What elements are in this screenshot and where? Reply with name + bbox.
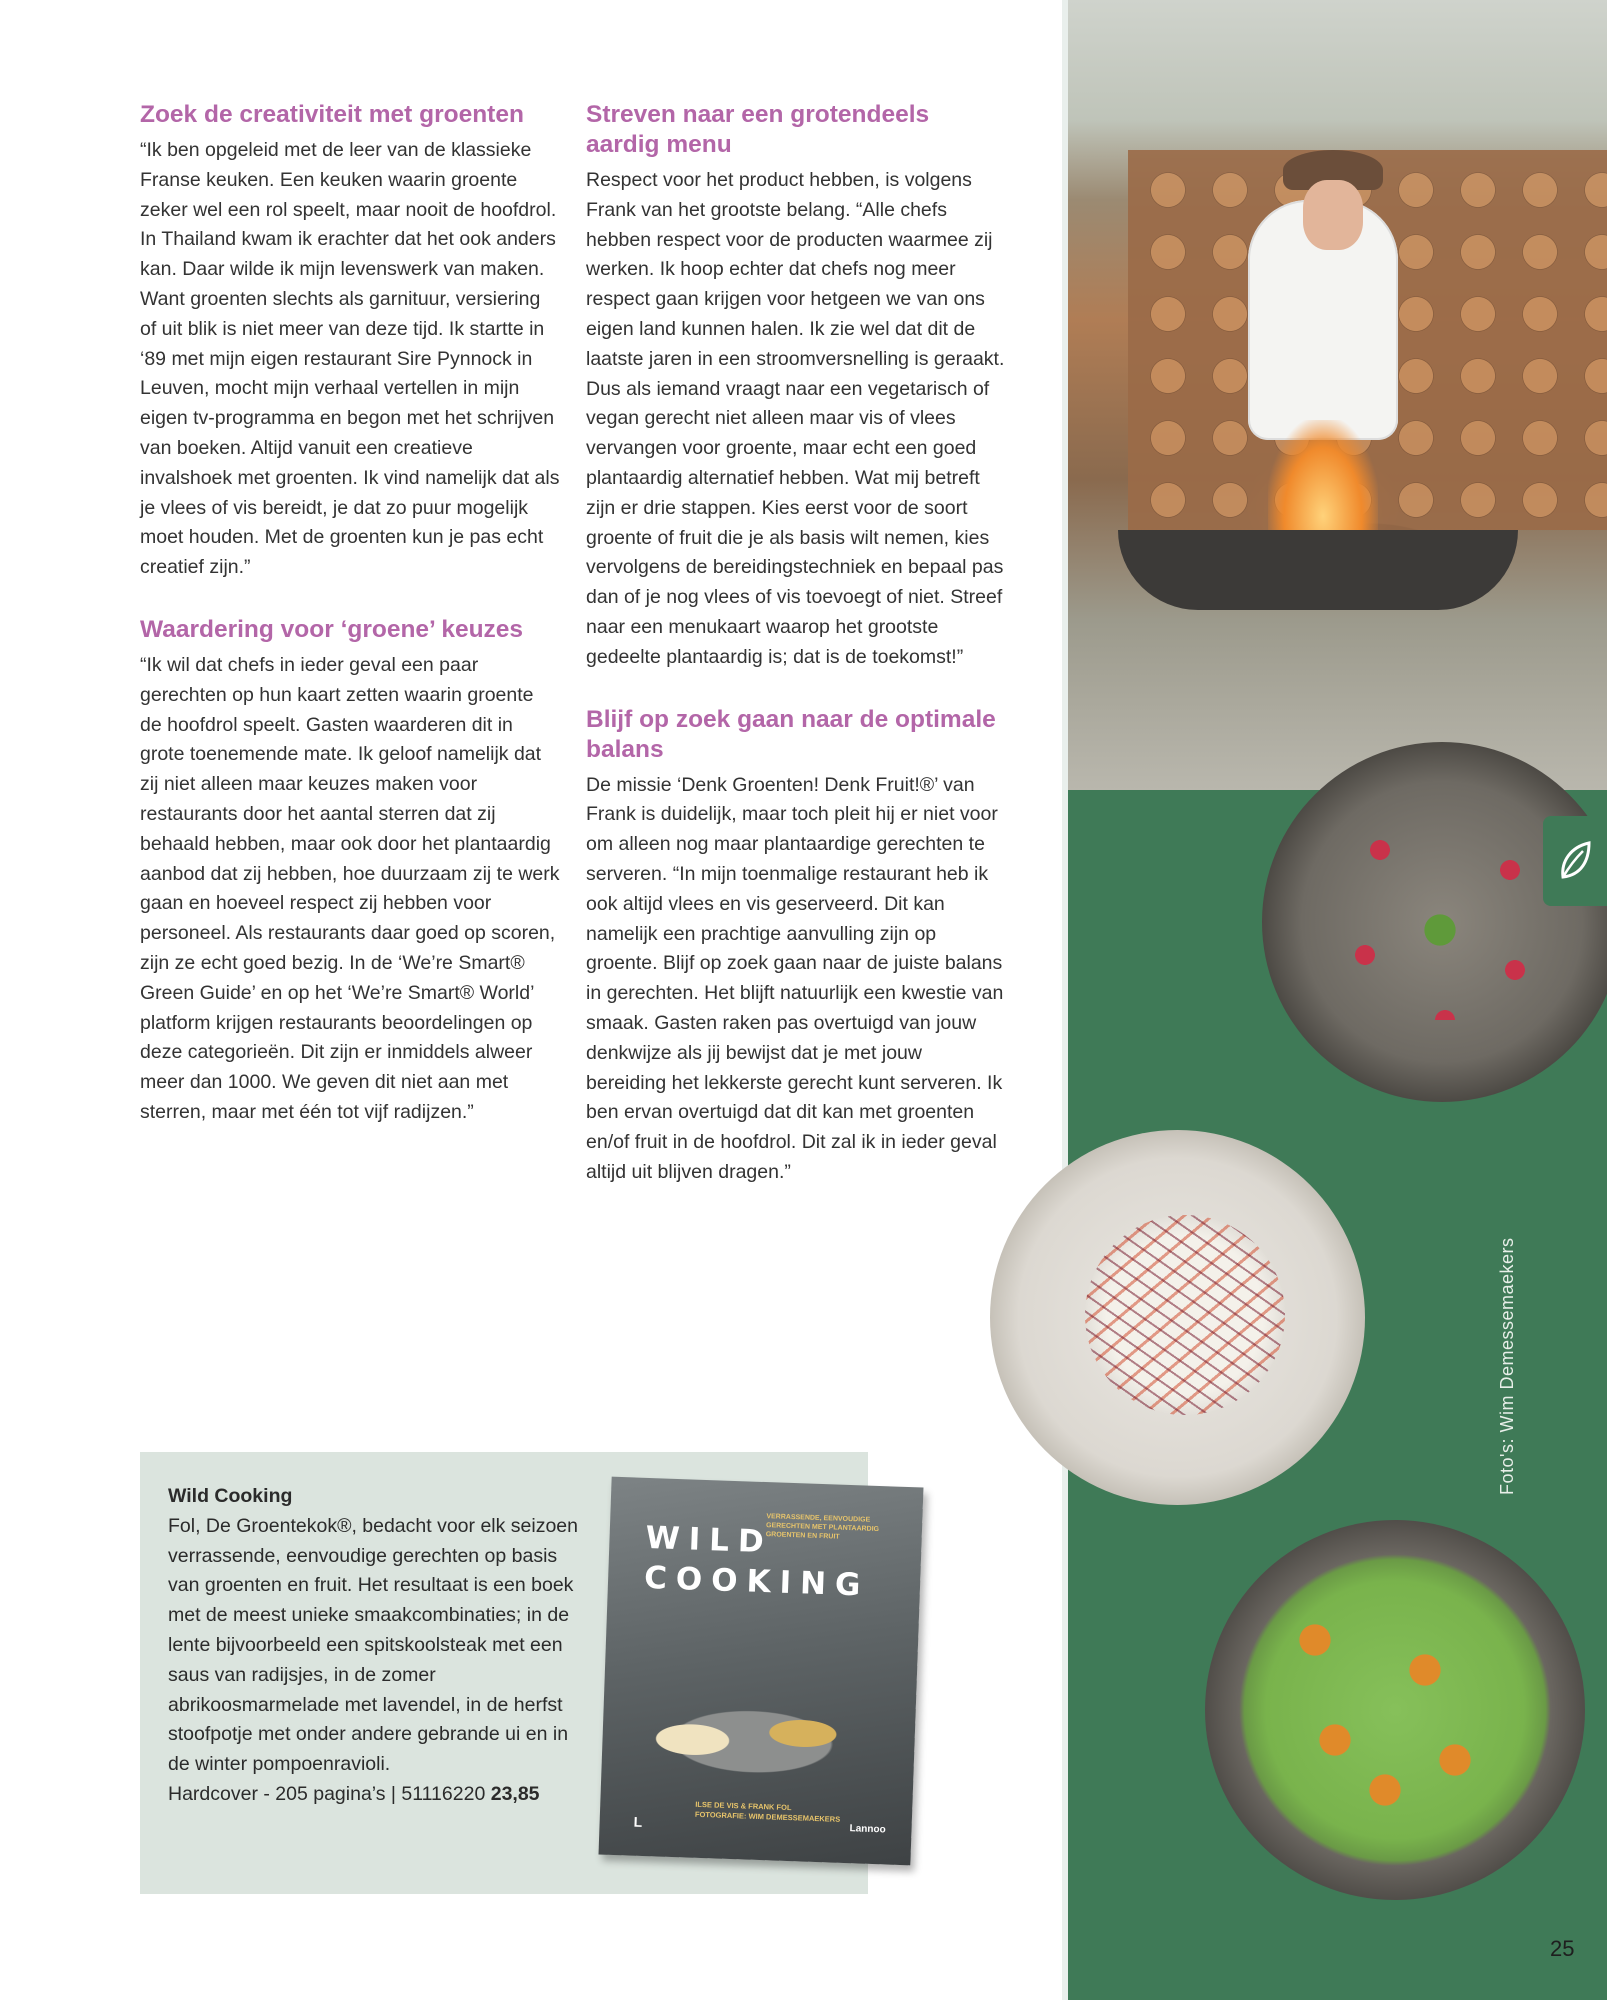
side-tab [1543,816,1607,906]
leaf-icon [1555,839,1595,883]
section-heading: Blijf op zoek gaan naar de optimale balans [586,705,996,763]
dish-3-garnish [1275,1600,1515,1820]
right-column [586,100,1006,1220]
fire-bowl [1118,530,1518,610]
cover-authors [695,1800,841,1825]
section-heading: Zoek de creativiteit met groenten [140,101,524,128]
book-title: Wild Cooking [168,1485,293,1507]
page-number: 25 [1550,1936,1575,1961]
section-text: Respect voor het product hebben, is volgens Frank van het grootste belang. “Alle chefs hebben respect voor de producten waarmee zij werken. Ik hoop echter dat chefs nog meer respect gaan krijgen voor hetgeen we van ons eigen land kunnen halen. Ik zie wel dat dit de laatste jaren in een stroomversnelling is geraakt. Dus als iemand vraagt naar een vegetarisch of vegan gerecht niet alleen maar vis of vlees vervangen voor groente, maar echt een goed plantaardig alternatief hebben. Wat mij betreft zijn er drie stappen. Kies eerst voor de soort groente of fruit die je als basis wilt nemen, kies vervolgens de bereidingstechniek en bepaal pas dan of je nog vlees of vis toevoegt of niet. Streef naar een menukaart waarop het grootste gedeelte plantaardig is; dat is de toekomst!” [586,169,1005,668]
face [1303,180,1363,250]
cover-publisher: Lannoo [849,1823,886,1836]
cover-authors-line1: ILSE DE VIS & FRANK FOL [695,1799,792,1813]
dish-1-garnish [1340,830,1540,1020]
photo-credit: Foto's: Wim Demessemaekers [1497,1237,1517,1495]
fire [1268,420,1378,540]
book-price: 23,85 [490,1782,540,1805]
book-box [140,1452,886,1894]
cover-title-line1: WILD [644,1519,774,1561]
book-description: Fol, De Groentekok®, bedacht voor elk seizoen verrassende, eenvoudige gerechten op basis van groenten en fruit. Het resultaat is een boek met de meest unieke smaakcombinaties; in de lente bijvoorbeeld een spitskoolsteak met een saus van radijsjes, in de zomer abrikoosmarmelade met lavendel, in de herfst stoofpotje met onder andere gebrande ui en in de winter pompoenravioli. [168,1514,578,1776]
chef-campfire-photo [1068,0,1607,790]
section-text: De missie ‘Denk Groenten! Denk Fruit!®’ van Frank is duidelijk, maar toch pleit hij er niet voor om alleen nog maar plantaardige gerechten te serveren. “In mijn toenmalige restaurant heb ik ook altijd vlees en vis geserveerd. Dit kan namelijk een prachtige aanvulling zijn op groente. Blijf op zoek gaan naar de juiste balans in gerechten. Het blijft natuurlijk een kwestie van smaak. Gasten raken pas overtuigd van jouw denkwijze als jij bewijst dat je met jouw bereiding het lekkerste gerecht kunt serveren. Ik ben ervan overtuigd dat dit kan met groenten en/of fruit in de hoofdrol. Dit zal ik in ieder geval altijd uit blijven dragen.” [586,773,1004,1183]
cover-title-line2: COOKING [643,1559,871,1604]
section-heading: Streven naar een grotendeels aardig menu [586,101,930,158]
publisher-logo: L [633,1813,643,1830]
book-details-line [168,1780,588,1810]
cover-authors-line2: FOTOGRAFIE: WIM DEMESSEMAEKERS [694,1809,841,1824]
section-heading: Waardering voor ‘groene’ keuzes [140,615,524,643]
book-info [168,1482,588,1810]
cover-food-photo [631,1658,875,1786]
section-text: “Ik wil dat chefs in ieder geval een paar gerechten op hun kaart zetten waarin groente de hoofdrol speelt. Gasten waarderen dit in grote toenemende mate. Ik geloof namelijk dat zij niet alleen maar keuzes maken voor restaurants door het aantal sterren dat zij behaald hebben, maar ook door het plantaardig aanbod dat zij hebben, hoe duurzaam zij te werk gaan en hoeveel respect zij hebben voor personeel. Als restaurants daar goed op scoren, zijn ze echt goed bezig. In de ‘We’re Smart® Green Guide’ en op het ‘We’re Smart® World’ platform krijgen restaurants beoordelingen op deze categorieën. Dit zijn er inmiddels alweer meer dan 1000. We geven dit niet aan met sterren, maar met één tot vijf radijzen.” [140,653,560,1123]
book-details: Hardcover - 205 pagina’s | 51116220 [168,1782,486,1805]
left-column [140,100,560,1160]
dish-2-garnish [1085,1215,1285,1415]
cover-image [598,1477,923,1866]
section-text: “Ik ben opgeleid met de leer van de klassieke Franse keuken. Een keuken waarin groente zeker wel een rol speelt, maar nooit de hoofdrol. In Thailand kwam ik erachter dat het ook anders kan. Daar wilde ik mijn levenswerk van maken. Want groenten slechts als garnituur, versiering of uit blik is niet meer van deze tijd. Ik startte in ‘89 met mijn eigen restaurant Sire Pynnock in Leuven, mocht mijn verhaal vertellen in mijn eigen tv-programma en begon met het schrijven van boeken. Altijd vanuit een creatieve invalshoek met groenten. Ik vind namelijk dat als je vlees of vis bereidt, je dat zo puur mogelijk moet houden. Met de groenten kun je pas echt creatief zijn.” [140,139,560,579]
cover-subtitle: VERRASSENDE, EENVOUDIGE GERECHTEN MET PLANTAARDIG GROENTEN EN FRUIT [765,1513,880,1541]
book-cover [605,1482,925,1866]
